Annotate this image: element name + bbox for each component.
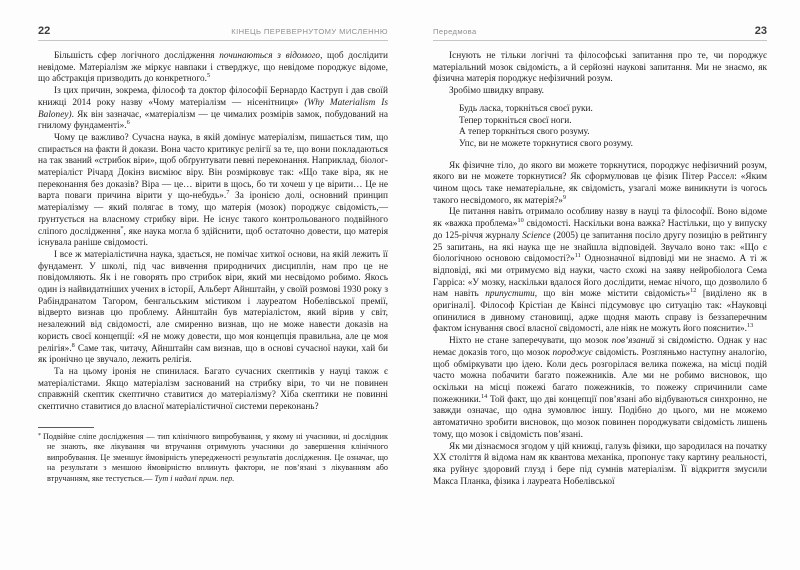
paragraph: Із цих причин, зокрема, філософ та доктор філософії Бернардо Каструп і дав своїй книжці 2014 року назву «Чому матеріалізм — нісенітниця» (Why Materialism Is Baloney). Як він зазначає, «матеріалізм — це чималих розмірів замок, побудований на гнилому фундаменті».$^6$ <box>38 86 388 132</box>
left-page-header <box>38 22 388 41</box>
paragraph: Це питання навіть отримало особливу назву в науці та філософії. Воно відоме як «важка проблема»$^{10}$ свідомості. Наскільки вона важка? Настільки, що у випуску до 125-річчя журналу Science (2005) це запитання посіло другу позицію в рейтингу 25 запитань, на які наука ще не знайшла відповідей. Звучало воно так: «Що є біологічною основою свідомості?»$^{11}$ Однозначної відповіді ми не знаємо. А ті ж відповіді, які ми отримуємо від науки, часто схожі на заяву нейробіолога Сема Гарріса: «У мозку, наскільки вдалося його дослідити, немає нічого, що дозволило б нам навіть припустити, що він може містити свідомість»$^{12}$ [виділено як в оригіналі]. Філософ Крістіан де Квінсі підсумовує цю ситуацію так: «Науковці опинилися в дивному становищі, адже щодня мають справу із беззаперечним фактом існування своєї власної свідомості, але ніяк не можуть його пояснити».$^{13}$ <box>433 207 768 335</box>
footnote-separator <box>38 427 94 428</box>
exercise-line: А тепер торкніться свого розуму. <box>459 127 590 138</box>
left-body-text <box>38 51 388 414</box>
right-page <box>433 22 767 488</box>
footnote-text: * Подвійне сліпе дослідження — тип клінічного випробування, у якому ні учасники, ні дослідник не знають, яке лікування чи втручання отримують учасники до завершення клінічного випробування. Це зменшує ймовірність упередженості результатів дослідження. Це означає, що на результати з меншою ймовірністю вплинуть фактори, не пов’язані з лікуванням або втручанням, яке тестується.— Тут і надалі прим. пер. <box>38 431 388 483</box>
paragraph: Ніхто не стане заперечувати, що мозок пов’язаний зі свідомістю. Однак у нас немає доказів того, що мозок породжує свідомість. Розгляньмо наступну аналогію, щоб обміркувати цю ідею. Коли десь розгорілася велика пожежа, на місці подій часто можна побачити багато пожежників. Але ми не робимо висновок, що оскільки на місці пожежі багато пожежників, то пожежу спричинили саме пожежники.$^{14}$ Той факт, що дві концепції пов’язані або відбуваються синхронно, не завжди означає, що одна зумовлює іншу. Подібно до цього, ми не можемо автоматично зробити висновок, що мозок повинен породжувати свідомість лишень тому, що мозок і свідомість пов’язані. <box>433 336 767 440</box>
left-page <box>38 22 388 484</box>
paragraph: Існують не тільки логічні та філософські запитання про те, чи породжує матеріальний мозок свідомість, а й серйозні наукові запитання. Ми не знаємо, як фізична матерія породжує нефізичний розум. <box>433 51 767 85</box>
right-body-text-bottom <box>433 161 767 489</box>
left-page-number: 22 <box>38 25 51 37</box>
footnote <box>38 432 388 485</box>
paragraph: Більшість сфер логічного дослідження починаються з відомого, щоб дослідити невідоме. Матеріалізм же міркує навпаки і стверджує, що невідоме породжує відоме, що абстракція призводить до конкретного.$^5$ <box>38 51 388 85</box>
exercise-line: Будь ласка, торкніться своєї руки. <box>459 103 593 114</box>
exercise-line: Тепер торкніться своєї ноги. <box>459 115 572 126</box>
left-running-title: КІНЕЦЬ ПЕРЕВЕРНУТОМУ МИСЛЕННЮ <box>231 27 388 36</box>
footnote-marker: * <box>38 432 41 439</box>
paragraph: Як ми дізнаємося згодом у цій книжці, галузь фізики, що зародилася на початку XX століття й відома нам як квантова механіка, пропонує таку картину реальності, яка руйнує здоровий глузд і бере під сумнів матеріалізм. Її відкриття змусили Макса Планка, фізика і лауреата Нобелівської <box>433 441 767 487</box>
exercise-block <box>459 104 767 151</box>
exercise-line: Упс, ви не можете торкнутися свого розуму. <box>459 138 633 149</box>
paragraph: І все ж матеріалістична наука, здається, не помічає хиткої основи, на якій лежить її фундамент. У школі, під час вивчення природничих дисциплін, нам про це не повідомляють. Як і не говорять про стрибок віри, який ми несвідомо робимо. Якось один із найвидатніших учених в історії, Альберт Айнштайн, у своїй розмові 1930 року з Рабіндранатом Тагором, бенгальським містиком і лауреатом Нобелівської премії, відверто визнав цю проблему. Айнштайн був матеріалістом, який вірив у світ, незалежний від свідомості, але смиренно визнав, що не може навести доказів на користь своєї концепції: «Я не можу довести, що моя концепція правильна, але це моя релігія».$^8$ Саме так, читачу, Айнштайн сам визнав, що в основі сучасної науки, хай би як іронічно це звучало, лежить релігія. <box>38 249 388 366</box>
right-body-text-top <box>433 51 767 98</box>
paragraph: Як фізичне тіло, до якого ви можете торкнутися, породжує нефізичний розум, якого ви не можете торкнутися? Як сформулював це фізик Пітер Рассел: «Яким чином щось таке нематеріальне, як свідомість, узагалі може виникнути із чогось такого несвідомого, як матерія?»$^9$ <box>433 160 767 206</box>
right-page-header <box>433 22 767 41</box>
paragraph: Та на цьому іронія не спинилася. Багато сучасних скептиків у науці також є матеріалістами. Якщо матеріалізм заснований на стрибку віри, то чи не повинен справжній скептик скептично ставитися до матеріалізму? Хіба скептики не повинні скептично ставитися до власної матеріалістичної системи переконань? <box>38 366 388 413</box>
paragraph: Зробімо швидку вправу. <box>449 86 544 97</box>
right-running-title: Передмова <box>433 27 477 36</box>
right-page-number: 23 <box>754 25 767 37</box>
paragraph: Чому це важливо? Сучасна наука, в якій домінує матеріалізм, пишається тим, що спирається на факти й докази. Вона часто критикує релігії за те, що вони покладаються на так званий «стрибок віри», щоб обґрунтувати певні переконання. Наприклад, біолог-матеріаліст Річард Докінз висміює віру. Він розмірковує так: «Що таке віра, як не переконання без доказів? Віра — це… вірити в щось, бо ти хочеш у це вірити… Це не варта поваги причина вірити у що-небудь».$^7$ За іронією долі, основний принцип матеріалізму — який полягає в тому, що матерія (мозок) породжує свідомість,— ґрунтується на власному стрибку віри. Не існує такого контрольованого подвійного сліпого дослідження*, яке наука могла б здійснити, щоб остаточно довести, що матерія існувала раніше свідомості. <box>38 132 389 249</box>
